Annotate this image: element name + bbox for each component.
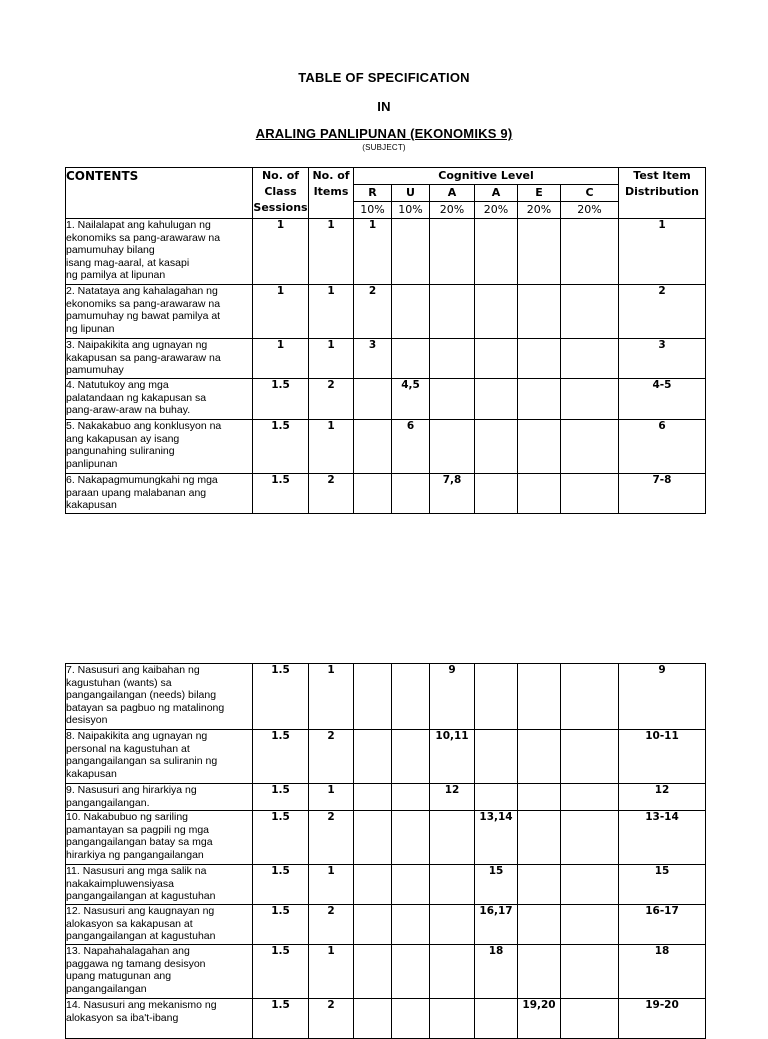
items-cell: 2 (309, 905, 354, 945)
cognitive-level-code: U (392, 185, 430, 202)
competency-line: 1. Nailalapat ang kahulugan ng (66, 219, 211, 231)
cognitive-level-cell (475, 474, 518, 514)
class-sessions-cell: 1 (253, 219, 309, 285)
competency-line: alokasyon sa kakapusan at (66, 917, 193, 930)
contents-header: CONTENTS (66, 168, 253, 219)
competency-line: 11. Nasusuri ang mga salik na (66, 865, 207, 877)
cognitive-level-cell (430, 945, 475, 999)
cognitive-level-cell (561, 285, 619, 339)
competency-line: pamumuhay ng bawat pamilya at (66, 310, 221, 322)
competency-cell (66, 219, 253, 285)
table-row (66, 811, 706, 865)
cognitive-level-cell (430, 865, 475, 905)
subject-title: ARALING PANLIPUNAN (EKONOMIKS 9) (255, 126, 513, 141)
cognitive-level-cell (475, 999, 518, 1039)
cognitive-level-cell (561, 784, 619, 811)
competency-cell (66, 784, 253, 811)
items-cell: 1 (309, 420, 354, 474)
cognitive-level-cell (518, 379, 561, 420)
class-sessions-cell: 1.5 (253, 905, 309, 945)
competency-line: pangangailangan at kagustuhan (66, 930, 216, 942)
cognitive-level-cell (561, 730, 619, 784)
competency-line: ang kakapusan ay isang (66, 432, 180, 445)
distribution-cell: 4-5 (619, 379, 706, 420)
cognitive-level-cell (518, 664, 561, 730)
competency-line: pangangailangan. (66, 796, 150, 809)
cognitive-level-cell (354, 999, 392, 1039)
class-sessions-cell: 1.5 (253, 420, 309, 474)
competency-line: 6. Nakapagmumungkahi ng mga (66, 474, 218, 486)
competency-line: ekonomiks sa pang-arawaraw na (66, 231, 221, 244)
cognitive-level-cell (518, 784, 561, 811)
competency-cell (66, 945, 253, 999)
cognitive-level-cell (430, 420, 475, 474)
cognitive-level-cell: 19,20 (518, 999, 561, 1039)
class-sessions-cell: 1 (253, 285, 309, 339)
competency-line: pangangailangan (66, 982, 147, 995)
cognitive-level-cell (354, 379, 392, 420)
cognitive-level-cell (475, 784, 518, 811)
competency-line: isang mag-aaral, at kasapi (66, 256, 190, 269)
table-row (66, 905, 706, 945)
cognitive-level-cell (561, 945, 619, 999)
competency-line: personal na kagustuhan at (66, 742, 190, 755)
cognitive-level-cell (430, 285, 475, 339)
cognitive-level-cell (561, 379, 619, 420)
cognitive-level-cell (518, 219, 561, 285)
competency-line: pangangailangan at kagustuhan (66, 890, 216, 902)
cognitive-level-cell (475, 339, 518, 379)
table-row (66, 784, 706, 811)
cognitive-level-cell (475, 664, 518, 730)
cognitive-level-cell (518, 811, 561, 865)
distribution-cell: 18 (619, 945, 706, 999)
class-sessions-cell: 1.5 (253, 784, 309, 811)
class-sessions-header (253, 168, 309, 219)
competency-line: desisyon (66, 714, 108, 726)
cognitive-level-cell (430, 379, 475, 420)
cognitive-level-percent: 20% (561, 202, 619, 219)
table-row (66, 474, 706, 514)
distribution-cell: 2 (619, 285, 706, 339)
cognitive-level-cell (354, 420, 392, 474)
cognitive-level-cell (561, 420, 619, 474)
distribution-cell: 9 (619, 664, 706, 730)
competency-line: pangunahing suliraning (66, 445, 175, 457)
competency-cell (66, 865, 253, 905)
cognitive-level-cell: 2 (354, 285, 392, 339)
items-cell: 2 (309, 811, 354, 865)
competency-line: kakapusan (66, 499, 117, 511)
competency-line: ng lipunan (66, 322, 115, 335)
cognitive-level-cell (518, 339, 561, 379)
header-line: No. of (312, 169, 350, 182)
distribution-cell: 19-20 (619, 999, 706, 1039)
table-row (66, 664, 706, 730)
distribution-cell: 10-11 (619, 730, 706, 784)
competency-line: ng pamilya at lipunan (66, 269, 166, 281)
class-sessions-cell: 1.5 (253, 474, 309, 514)
competency-line: ekonomiks sa pang-arawaraw na (66, 297, 221, 310)
cognitive-level-cell (561, 999, 619, 1039)
cognitive-level-cell: 18 (475, 945, 518, 999)
cognitive-level-percent: 10% (392, 202, 430, 219)
table-row (66, 339, 706, 379)
competency-cell (66, 999, 253, 1039)
items-cell: 1 (309, 339, 354, 379)
header-line: No. of (261, 169, 300, 182)
cognitive-level-cell (430, 905, 475, 945)
competency-cell (66, 285, 253, 339)
cognitive-level-cell (430, 811, 475, 865)
table-row (66, 945, 706, 999)
competency-line: palatandaan ng kakapusan sa (66, 391, 207, 404)
cognitive-level-header: Cognitive Level (354, 168, 619, 185)
cognitive-level-cell (392, 339, 430, 379)
cognitive-level-code: C (561, 185, 619, 202)
header-line: Test Item (633, 169, 691, 182)
cognitive-level-cell (561, 339, 619, 379)
cognitive-level-cell: 4,5 (392, 379, 430, 420)
cognitive-level-cell (392, 905, 430, 945)
cognitive-level-cell: 15 (475, 865, 518, 905)
cognitive-level-cell (518, 865, 561, 905)
cognitive-level-cell (354, 474, 392, 514)
cognitive-level-cell (561, 865, 619, 905)
table-row (66, 219, 706, 285)
cognitive-level-cell (392, 219, 430, 285)
cognitive-level-cell: 13,14 (475, 811, 518, 865)
document-title-connector: IN (377, 99, 391, 114)
distribution-cell: 12 (619, 784, 706, 811)
header-line: Sessions (253, 201, 308, 214)
competency-line: 8. Naipakikita ang ugnayan ng (66, 730, 208, 742)
competency-line: nakakaimpluwensiyasa (66, 877, 174, 890)
competency-line: 3. Naipakikita ang ugnayan ng (66, 339, 208, 351)
distribution-cell: 1 (619, 219, 706, 285)
distribution-cell: 3 (619, 339, 706, 379)
competency-line: pangangailangan batay sa mga (66, 836, 213, 848)
competency-line: kakapusan (66, 767, 117, 780)
cognitive-level-cell: 3 (354, 339, 392, 379)
competency-cell (66, 379, 253, 420)
distribution-cell: 15 (619, 865, 706, 905)
competency-line: 12. Nasusuri ang kaugnayan ng (66, 905, 215, 917)
class-sessions-cell: 1.5 (253, 945, 309, 999)
items-cell: 1 (309, 865, 354, 905)
cognitive-level-cell (430, 999, 475, 1039)
cognitive-level-percent: 20% (430, 202, 475, 219)
cognitive-level-cell (518, 474, 561, 514)
competency-cell (66, 420, 253, 474)
cognitive-level-cell (354, 865, 392, 905)
competency-line: upang matugunan ang (66, 970, 172, 982)
class-sessions-cell: 1.5 (253, 664, 309, 730)
class-sessions-cell: 1.5 (253, 379, 309, 420)
competency-line: 5. Nakakabuo ang konklusyon na (66, 420, 222, 432)
competency-cell (66, 811, 253, 865)
competency-cell (66, 730, 253, 784)
competency-line: kakapusan sa pang-arawaraw na (66, 351, 221, 364)
competency-line: 2. Natataya ang kahalagahan ng (66, 285, 218, 297)
competency-line: batayan sa pagbuo ng matalinong (66, 701, 225, 714)
cognitive-level-cell (475, 219, 518, 285)
items-cell: 2 (309, 730, 354, 784)
cognitive-level-cell (518, 905, 561, 945)
competency-line: pang-araw-araw na buhay. (66, 404, 191, 416)
items-cell: 1 (309, 285, 354, 339)
items-cell: 1 (309, 784, 354, 811)
header-line: Items (313, 185, 349, 198)
competency-line: pangangailangan (needs) bilang (66, 689, 217, 701)
distribution-cell: 13-14 (619, 811, 706, 865)
table-row (66, 999, 706, 1039)
competency-line: pamumuhay bilang (66, 244, 155, 256)
competency-line: 4. Natutukoy ang mga (66, 379, 169, 391)
cognitive-level-cell (518, 285, 561, 339)
competency-line: 7. Nasusuri ang kaibahan ng (66, 664, 200, 676)
specification-table-1 (65, 167, 706, 514)
competency-line: kagustuhan (wants) sa (66, 676, 172, 689)
distribution-cell: 6 (619, 420, 706, 474)
competency-line: pamantayan sa pagpili ng mga (66, 823, 210, 836)
cognitive-level-percent: 10% (354, 202, 392, 219)
table-row (66, 379, 706, 420)
cognitive-level-cell (561, 811, 619, 865)
items-cell: 2 (309, 999, 354, 1039)
competency-cell (66, 905, 253, 945)
header-line: Class (264, 185, 297, 198)
class-sessions-cell: 1.5 (253, 730, 309, 784)
cognitive-level-code: A (475, 185, 518, 202)
competency-line: 10. Nakabubuo ng sariling (66, 811, 189, 823)
cognitive-level-percent: 20% (475, 202, 518, 219)
cognitive-level-cell (392, 664, 430, 730)
competency-line: paraan upang malabanan ang (66, 486, 207, 499)
items-cell: 2 (309, 474, 354, 514)
cognitive-level-percent: 20% (518, 202, 561, 219)
cognitive-level-cell (475, 730, 518, 784)
competency-cell (66, 664, 253, 730)
distribution-header (619, 168, 706, 219)
table-row (66, 420, 706, 474)
cognitive-level-cell (430, 339, 475, 379)
cognitive-level-cell: 16,17 (475, 905, 518, 945)
competency-line: pangangailangan sa suliranin ng (66, 755, 218, 767)
cognitive-level-cell (354, 905, 392, 945)
cognitive-level-cell (561, 474, 619, 514)
competency-line: panlipunan (66, 457, 118, 470)
competency-cell (66, 339, 253, 379)
cognitive-level-cell (392, 945, 430, 999)
cognitive-level-cell (392, 865, 430, 905)
cognitive-level-cell: 12 (430, 784, 475, 811)
cognitive-level-cell (354, 784, 392, 811)
distribution-cell: 16-17 (619, 905, 706, 945)
competency-line: 14. Nasusuri ang mekanismo ng (66, 999, 217, 1011)
cognitive-level-cell (392, 811, 430, 865)
competency-cell (66, 474, 253, 514)
items-header (309, 168, 354, 219)
cognitive-level-code: E (518, 185, 561, 202)
cognitive-level-cell (392, 784, 430, 811)
cognitive-level-cell: 1 (354, 219, 392, 285)
cognitive-level-cell (354, 811, 392, 865)
cognitive-level-cell (475, 285, 518, 339)
cognitive-level-cell (354, 664, 392, 730)
cognitive-level-cell (518, 945, 561, 999)
table-row (66, 285, 706, 339)
distribution-cell: 7-8 (619, 474, 706, 514)
cognitive-level-cell (354, 945, 392, 999)
class-sessions-cell: 1.5 (253, 811, 309, 865)
table-row (66, 865, 706, 905)
cognitive-level-cell (475, 420, 518, 474)
competency-line: 13. Napahahalagahan ang (66, 945, 190, 957)
competency-line: hirarkiya ng pangangailangan (66, 848, 204, 861)
cognitive-level-cell: 10,11 (430, 730, 475, 784)
class-sessions-cell: 1 (253, 339, 309, 379)
cognitive-level-cell (475, 379, 518, 420)
subject-caption: (SUBJECT) (362, 143, 406, 152)
cognitive-level-cell (561, 905, 619, 945)
class-sessions-cell: 1.5 (253, 865, 309, 905)
cognitive-level-cell (392, 285, 430, 339)
competency-line: alokasyon sa iba't-ibang (66, 1011, 179, 1024)
cognitive-level-cell: 9 (430, 664, 475, 730)
competency-line: paggawa ng tamang desisyon (66, 957, 206, 970)
items-cell: 1 (309, 945, 354, 999)
cognitive-level-cell (354, 730, 392, 784)
document-title: TABLE OF SPECIFICATION (298, 70, 470, 85)
competency-line: pamumuhay (66, 364, 124, 376)
items-cell: 1 (309, 664, 354, 730)
cognitive-level-cell (392, 730, 430, 784)
cognitive-level-cell (561, 219, 619, 285)
cognitive-level-code: A (430, 185, 475, 202)
class-sessions-cell: 1.5 (253, 999, 309, 1039)
cognitive-level-code: R (354, 185, 392, 202)
cognitive-level-cell (561, 664, 619, 730)
cognitive-level-cell (518, 420, 561, 474)
competency-line: 9. Nasusuri ang hirarkiya ng (66, 784, 197, 796)
items-cell: 2 (309, 379, 354, 420)
cognitive-level-cell: 7,8 (430, 474, 475, 514)
cognitive-level-cell (518, 730, 561, 784)
header-line: Distribution (624, 185, 700, 198)
cognitive-level-cell (392, 999, 430, 1039)
cognitive-level-cell (430, 219, 475, 285)
table-row (66, 730, 706, 784)
cognitive-level-cell (392, 474, 430, 514)
items-cell: 1 (309, 219, 354, 285)
cognitive-level-cell: 6 (392, 420, 430, 474)
specification-table-2 (65, 663, 706, 1039)
